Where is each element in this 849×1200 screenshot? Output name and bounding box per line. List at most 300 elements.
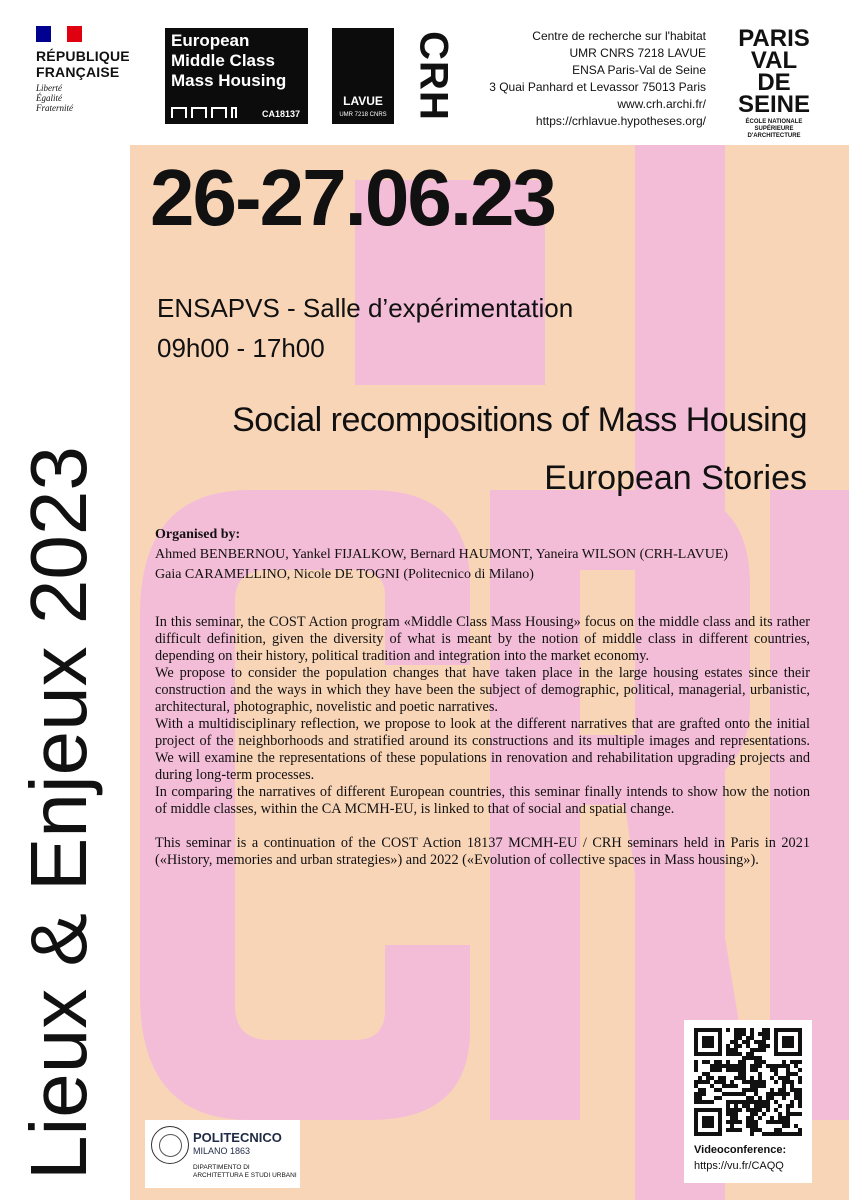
qr-module [794,1124,798,1128]
qr-module [730,1068,734,1072]
flag-blue-band [36,26,51,42]
qr-module [738,1076,742,1080]
qr-module [746,1108,750,1112]
qr-module [694,1084,698,1088]
qr-module [794,1088,798,1092]
qr-module [778,1064,782,1068]
qr-module [758,1116,762,1120]
qr-module [698,1080,702,1084]
qr-module [778,1132,782,1136]
qr-module [774,1072,778,1076]
qr-module [754,1112,758,1116]
event-venue: ENSAPVS - Salle d’expérimentation [157,293,574,323]
qr-module [770,1092,774,1096]
qr-module [766,1108,770,1112]
qr-module [754,1100,758,1104]
qr-module [750,1116,754,1120]
mcmh-logo-text: European Middle Class Mass Housing [171,31,287,90]
qr-module [786,1076,790,1080]
qr-module [734,1044,738,1048]
qr-module [742,1100,746,1104]
qr-module [758,1076,762,1080]
qr-module [730,1100,734,1104]
qr-module [754,1108,758,1112]
qr-module [750,1120,754,1124]
qr-module [754,1104,758,1108]
qr-module [734,1084,738,1088]
qr-module [730,1108,734,1112]
qr-module [742,1056,746,1060]
qr-module [746,1088,750,1092]
qr-module [746,1104,750,1108]
qr-module [770,1096,774,1100]
qr-module [786,1080,790,1084]
qr-module [790,1088,794,1092]
qr-module [706,1080,710,1084]
qr-module [766,1044,770,1048]
qr-module [742,1068,746,1072]
description-paragraph: We propose to consider the population changes that have taken place in the large housing estates since their construction and the ways in which they have been the subject of demographic, political, managerial, urbanistic, architectural, photographic, novelistic and poetic narratives. [155,665,810,715]
qr-module [718,1060,722,1064]
mcmh-code: CA18137 [261,109,300,119]
qr-finder [782,1036,794,1048]
qr-module [766,1104,770,1108]
qr-module [786,1120,790,1124]
qr-module [734,1128,738,1132]
qr-module [738,1028,742,1032]
pvs-line: PARIS [738,25,810,52]
qr-module [726,1112,730,1116]
qr-module [774,1128,778,1132]
qr-module [694,1060,698,1064]
qr-module [738,1108,742,1112]
event-date: 26-27.06.23 [150,153,556,242]
qr-module [726,1100,730,1104]
qr-module [718,1080,722,1084]
qr-module [718,1088,722,1092]
qr-module [718,1096,722,1100]
motto-egalite: Égalité [36,93,62,103]
motto-liberte: Liberté [36,83,62,93]
qr-module [782,1116,786,1120]
qr-module [726,1052,730,1056]
qr-module [786,1108,790,1112]
qr-module [758,1072,762,1076]
qr-module [750,1048,754,1052]
republique-francaise-logo [36,26,146,113]
qr-module [746,1080,750,1084]
qr-module [702,1060,706,1064]
qr-module [762,1048,766,1052]
qr-module [786,1068,790,1072]
qr-module [782,1060,786,1064]
event-subtitle: European Stories [544,459,807,497]
french-flag-icon [36,26,82,42]
qr-module [702,1100,706,1104]
qr-module [782,1088,786,1092]
lavue-sub: UMR 7218 CNRS [339,112,387,118]
qr-module [782,1064,786,1068]
qr-module [778,1120,782,1124]
qr-module [710,1084,714,1088]
qr-module [754,1128,758,1132]
qr-module [798,1096,802,1100]
qr-module [774,1068,778,1072]
qr-module [758,1064,762,1068]
qr-module [754,1092,758,1096]
qr-module [726,1028,730,1032]
qr-module [762,1060,766,1064]
qr-module [798,1128,802,1132]
qr-module [798,1060,802,1064]
qr-module [762,1032,766,1036]
qr-module [742,1064,746,1068]
qr-module [762,1100,766,1104]
qr-module [706,1072,710,1076]
header [0,0,849,145]
qr-module [738,1036,742,1040]
qr-module [694,1096,698,1100]
description-text [155,614,810,869]
organisers-line: Ahmed BENBERNOU, Yankel FIJALKOW, Bernard HAUMONT, Yaneira WILSON (CRH-LAVUE) [155,547,729,562]
qr-module [726,1120,730,1124]
qr-module [754,1088,758,1092]
address-line: ENSA Paris-Val de Seine [572,63,706,77]
qr-module [734,1108,738,1112]
qr-module [798,1068,802,1072]
qr-module [726,1108,730,1112]
qr-module [734,1116,738,1120]
qr-module [746,1052,750,1056]
qr-module [766,1028,770,1032]
blog-link[interactable]: https://crhlavue.hypotheses.org/ [535,114,706,128]
qr-module [742,1040,746,1044]
qr-module [742,1032,746,1036]
qr-module [742,1028,746,1032]
qr-module [758,1056,762,1060]
mcmh-bar [171,107,187,118]
qr-module [726,1044,730,1048]
qr-module [738,1032,742,1036]
event-hours: 09h00 - 17h00 [157,333,325,363]
qr-module [750,1084,754,1088]
qr-module [734,1032,738,1036]
qr-module [730,1084,734,1088]
qr-module [746,1096,750,1100]
qr-module [774,1080,778,1084]
qr-module [766,1064,770,1068]
qr-module [766,1036,770,1040]
qr-module [762,1028,766,1032]
qr-module [710,1068,714,1072]
videoconference-link[interactable]: https://vu.fr/CAQQ [694,1160,784,1172]
qr-module [758,1084,762,1088]
qr-module [726,1084,730,1088]
qr-module [766,1096,770,1100]
qr-module [794,1092,798,1096]
qr-module [798,1100,802,1104]
qr-module [762,1104,766,1108]
qr-module [726,1064,730,1068]
qr-module [726,1128,730,1132]
qr-module [758,1128,762,1132]
qr-module [750,1052,754,1056]
qr-module [766,1132,770,1136]
qr-module [714,1068,718,1072]
qr-module [770,1076,774,1080]
qr-module [734,1048,738,1052]
politecnico-sub: MILANO 1863 [193,1146,251,1156]
qr-module [790,1084,794,1088]
qr-module [714,1096,718,1100]
qr-module [782,1080,786,1084]
qr-module [774,1108,778,1112]
qr-module [734,1028,738,1032]
qr-module [790,1132,794,1136]
pvs-line: VAL DE [750,47,798,96]
qr-module [746,1040,750,1044]
qr-module [722,1076,726,1080]
qr-module [758,1032,762,1036]
mcmh-logo [165,28,308,124]
qr-module [742,1092,746,1096]
website-link[interactable]: www.crh.archi.fr/ [617,97,706,111]
qr-module [730,1080,734,1084]
pvs-sub: ÉCOLE NATIONALE SUPÉRIEURE D'ARCHITECTURE [745,119,803,139]
qr-module [750,1068,754,1072]
qr-module [786,1072,790,1076]
qr-module [702,1080,706,1084]
qr-module [786,1104,790,1108]
qr-module [746,1056,750,1060]
qr-module [702,1092,706,1096]
qr-module [782,1084,786,1088]
qr-module [790,1080,794,1084]
qr-module [770,1068,774,1072]
qr-module [746,1100,750,1104]
qr-module [754,1060,758,1064]
qr-module [798,1132,802,1136]
qr-module [726,1092,730,1096]
qr-module [750,1032,754,1036]
qr-module [710,1076,714,1080]
qr-module [742,1060,746,1064]
qr-module [734,1120,738,1124]
pvs-line: SEINE [737,91,811,118]
qr-module [734,1064,738,1068]
qr-module [726,1060,730,1064]
lavue-name: LAVUE [343,94,383,108]
qr-module [746,1120,750,1124]
qr-module [782,1096,786,1100]
qr-module [750,1076,754,1080]
address-line: Centre de recherche sur l'habitat [532,29,706,43]
qr-module [790,1112,794,1116]
qr-module [702,1088,706,1092]
qr-module [782,1132,786,1136]
qr-module [734,1092,738,1096]
qr-module [778,1104,782,1108]
address-block [470,28,706,130]
qr-module [790,1104,794,1108]
qr-module [770,1120,774,1124]
qr-module [786,1124,790,1128]
qr-module [778,1116,782,1120]
qr-module [694,1080,698,1084]
qr-module [782,1124,786,1128]
address-line: UMR CNRS 7218 LAVUE [569,46,706,60]
series-title: Lieux & Enjeux 2023 [14,446,103,1180]
qr-module [778,1112,782,1116]
qr-module [714,1060,718,1064]
qr-module [790,1072,794,1076]
qr-module [758,1108,762,1112]
qr-module [782,1120,786,1124]
qr-module [750,1100,754,1104]
description-paragraph: In this seminar, the COST Action program «Middle Class Mass Housing» focus on the middle class and its rather difficult definition, given the diversity of what is meant by the notion of middle class in different countries, depending on their history, political tradition and integration into the market economy. [155,614,810,664]
qr-module [730,1092,734,1096]
qr-module [754,1068,758,1072]
qr-module [762,1040,766,1044]
qr-module [718,1068,722,1072]
qr-module [750,1064,754,1068]
qr-module [738,1092,742,1096]
qr-module [738,1064,742,1068]
qr-module [750,1088,754,1092]
qr-module [734,1052,738,1056]
qr-finder [702,1036,714,1048]
paris-val-de-seine-logo [732,25,816,140]
qr-module [750,1112,754,1116]
description-paragraph: This seminar is a continuation of the COST Action 18137 MCMH-EU / CRH seminars held in Paris in 2021 («History, memories and urban strategies») and 2022 («Evolution of collective spaces in Mass housing»). [155,835,810,868]
qr-code-icon[interactable] [694,1028,802,1136]
qr-module [730,1040,734,1044]
republique-line2: FRANÇAISE [36,64,120,80]
qr-module [782,1092,786,1096]
qr-module [798,1080,802,1084]
qr-module [722,1084,726,1088]
qr-module [794,1112,798,1116]
qr-module [754,1120,758,1124]
qr-module [718,1064,722,1068]
qr-module [766,1032,770,1036]
qr-module [754,1124,758,1128]
qr-module [766,1120,770,1124]
qr-module [758,1044,762,1048]
qr-module [710,1064,714,1068]
qr-module [762,1044,766,1048]
qr-module [762,1132,766,1136]
qr-module [766,1092,770,1096]
qr-module [774,1092,778,1096]
qr-module [794,1096,798,1100]
qr-module [698,1088,702,1092]
qr-module [758,1104,762,1108]
qr-module [786,1112,790,1116]
qr-module [794,1064,798,1068]
crh-logo [405,26,461,126]
qr-module [706,1076,710,1080]
mcmh-bar [231,107,237,118]
qr-module [786,1064,790,1068]
qr-module [762,1080,766,1084]
qr-module [798,1088,802,1092]
qr-module [786,1092,790,1096]
flag-white-band [51,26,66,42]
qr-module [758,1096,762,1100]
qr-module [798,1112,802,1116]
qr-module [798,1092,802,1096]
qr-module [730,1064,734,1068]
qr-module [710,1100,714,1104]
qr-module [782,1076,786,1080]
qr-module [726,1104,730,1108]
qr-module [734,1068,738,1072]
qr-module [766,1100,770,1104]
motto-fraternite: Fraternité [36,103,73,113]
qr-module [714,1088,718,1092]
qr-module [770,1064,774,1068]
qr-module [758,1040,762,1044]
qr-module [714,1064,718,1068]
description-paragraph: In comparing the narratives of different European countries, this seminar finally intends to show how the notion of middle classes, within the CA MCMH-EU, is linked to that of social and spatial change. [155,784,810,817]
qr-module [774,1120,778,1124]
qr-module [738,1128,742,1132]
videoconference-label: Videoconference: [694,1144,787,1156]
qr-module [742,1076,746,1080]
qr-module [738,1044,742,1048]
qr-module [750,1036,754,1040]
qr-module [698,1076,702,1080]
qr-module [730,1052,734,1056]
qr-module [794,1072,798,1076]
qr-module [786,1132,790,1136]
republique-line1: RÉPUBLIQUE [36,48,130,64]
qr-module [758,1080,762,1084]
qr-module [742,1088,746,1092]
qr-module [746,1044,750,1048]
qr-module [738,1072,742,1076]
qr-module [794,1132,798,1136]
qr-module [730,1116,734,1120]
qr-module [698,1100,702,1104]
qr-module [794,1060,798,1064]
qr-module [750,1028,754,1032]
qr-module [778,1088,782,1092]
politecnico-name: POLITECNICO [193,1130,282,1145]
qr-module [706,1060,710,1064]
qr-module [734,1040,738,1044]
qr-module [734,1076,738,1080]
qr-module [714,1080,718,1084]
qr-module [790,1060,794,1064]
description-paragraph: With a multidisciplinary reflection, we propose to look at the different narratives that are grafted onto the initial project of the neighborhoods and stratified around its constructions and its multiple images and representations. We will examine the representations of these populations in renovation and rehabilitation upgrading projects and during long-term processes. [155,716,810,783]
politecnico-logo [145,1120,300,1188]
qr-module [750,1108,754,1112]
qr-module [742,1080,746,1084]
lavue-logo [332,28,394,124]
qr-module [734,1104,738,1108]
qr-module [770,1132,774,1136]
qr-module [762,1112,766,1116]
qr-module [762,1084,766,1088]
qr-module [746,1124,750,1128]
qr-module [730,1048,734,1052]
qr-module [722,1092,726,1096]
qr-module [698,1092,702,1096]
qr-module [778,1076,782,1080]
qr-module [738,1068,742,1072]
